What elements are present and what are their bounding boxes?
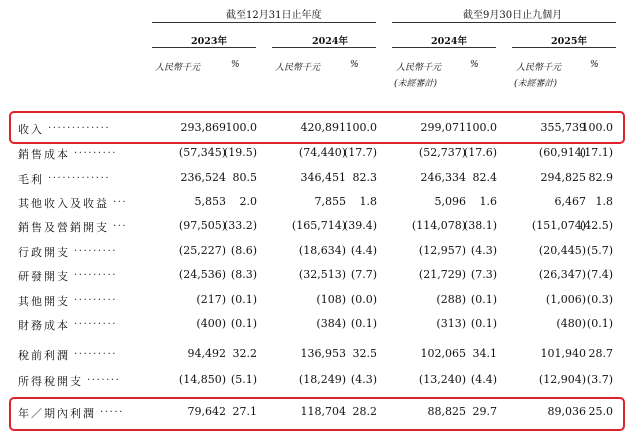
cell-pct-2025-nine: (17.1) [579, 146, 613, 159]
unit-pct-2024: % [350, 60, 359, 70]
row-label: 稅前利潤 [18, 349, 70, 362]
cell-amount-2024-nine: 88,825 [427, 405, 466, 418]
cell-amount-2025-nine: 89,036 [547, 405, 586, 418]
cell-amount-2025-nine: (20,445) [538, 244, 586, 257]
cell-pct-2024-nine: (4.4) [470, 373, 497, 386]
row-label: 毛利 [18, 173, 44, 186]
cell-amount-2024: 346,451 [300, 171, 346, 184]
cell-pct-2024: (4.4) [350, 244, 377, 257]
cell-pct-2025-nine: 1.8 [595, 195, 613, 208]
cell-pct-2024-nine: 82.4 [472, 171, 497, 184]
leader-dots: ............. [48, 120, 111, 131]
cell-amount-2024-nine: (12,957) [418, 244, 466, 257]
cell-pct-2023: (0.1) [230, 293, 257, 306]
table-row [0, 243, 640, 259]
period-rule-year [152, 22, 376, 23]
leader-dots: ....... [87, 372, 121, 383]
cell-pct-2025-nine: (42.5) [579, 219, 613, 232]
cell-amount-2024-nine: (13,240) [418, 373, 466, 386]
cell-pct-2023: (8.6) [230, 244, 257, 257]
row-label: 銷售成本 [18, 148, 70, 161]
cell-pct-2024: (7.7) [350, 268, 377, 281]
unaudited-note-2024: (未經審計) [394, 79, 438, 89]
cell-amount-2025-nine: 294,825 [540, 171, 586, 184]
cell-amount-2024-nine: 299,071 [420, 121, 466, 134]
row-label: 行政開支 [18, 246, 70, 259]
cell-amount-2024: (384) [316, 317, 346, 330]
cell-amount-2024: (74,440) [298, 146, 346, 159]
leader-dots: ......... [74, 243, 118, 254]
cell-pct-2025-nine: (7.4) [586, 268, 613, 281]
cell-amount-2025-nine: (1,006) [545, 293, 586, 306]
cell-pct-2025-nine: (5.7) [586, 244, 613, 257]
cell-amount-2024-nine: (114,078) [411, 219, 466, 232]
row-label: 所得稅開支 [18, 375, 83, 388]
cell-amount-2024: 118,704 [300, 405, 346, 418]
cell-amount-2023: 236,524 [180, 171, 226, 184]
cell-pct-2023: (33.2) [223, 219, 257, 232]
cell-pct-2024-nine: (38.1) [463, 219, 497, 232]
cell-pct-2024: 32.5 [352, 347, 377, 360]
unit-rmb-2025-nine: 人民幣千元 [516, 63, 562, 73]
leader-dots: ......... [74, 267, 118, 278]
cell-pct-2025-nine: 100.0 [581, 121, 613, 134]
highlight-box-revenue [9, 111, 625, 144]
cell-pct-2024-nine: (0.1) [470, 317, 497, 330]
cell-pct-2024-nine: 1.6 [479, 195, 497, 208]
row-label: 其他收入及收益 [18, 197, 109, 210]
cell-amount-2025-nine: (60,914) [538, 146, 586, 159]
cell-amount-2024: (18,634) [298, 244, 346, 257]
year-rule-2023 [152, 47, 256, 48]
cell-amount-2024-nine: 102,065 [420, 347, 466, 360]
leader-dots: ......... [74, 145, 118, 156]
table-row [0, 218, 640, 234]
cell-pct-2024: (4.3) [350, 373, 377, 386]
year-header-2023: 2023年 [191, 36, 227, 47]
year-header-2024: 2024年 [312, 36, 348, 47]
table-row [0, 316, 640, 332]
cell-pct-2024-nine: (7.3) [470, 268, 497, 281]
cell-pct-2023: 27.1 [232, 405, 257, 418]
cell-amount-2023: (97,505) [178, 219, 226, 232]
cell-pct-2024-nine: 29.7 [472, 405, 497, 418]
cell-pct-2024-nine: (4.3) [470, 244, 497, 257]
unit-pct-2023: % [231, 60, 240, 70]
unit-rmb-2023: 人民幣千元 [155, 63, 201, 73]
row-label: 研發開支 [18, 270, 70, 283]
cell-pct-2023: (0.1) [230, 317, 257, 330]
cell-amount-2023: (57,345) [178, 146, 226, 159]
table-row [0, 346, 640, 362]
leader-dots: ......... [74, 346, 118, 357]
highlight-box-profit [9, 397, 625, 431]
cell-pct-2024: (17.7) [343, 146, 377, 159]
table-row [0, 194, 640, 210]
cell-amount-2025-nine: (26,347) [538, 268, 586, 281]
table-row [0, 145, 640, 161]
cell-amount-2024: (165,714) [291, 219, 346, 232]
period-header-nine-months: 截至9月30日止九個月 [463, 10, 563, 21]
cell-amount-2025-nine: 6,467 [554, 195, 586, 208]
unit-rmb-2024-nine: 人民幣千元 [396, 63, 442, 73]
unit-rmb-2024: 人民幣千元 [275, 63, 321, 73]
leader-dots: ..... [100, 404, 124, 415]
year-rule-2025-nine [512, 47, 616, 48]
cell-pct-2025-nine: 25.0 [588, 405, 613, 418]
leader-dots: ......... [74, 292, 118, 303]
row-label: 財務成本 [18, 319, 70, 332]
cell-pct-2024-nine: (17.6) [463, 146, 497, 159]
cell-pct-2023: 80.5 [232, 171, 257, 184]
period-rule-nine-months [392, 22, 616, 23]
cell-amount-2025-nine: 101,940 [540, 347, 586, 360]
cell-pct-2024-nine: 34.1 [472, 347, 497, 360]
cell-amount-2023: 79,642 [187, 405, 226, 418]
cell-amount-2024: 7,855 [314, 195, 346, 208]
cell-amount-2024: (32,513) [298, 268, 346, 281]
cell-pct-2025-nine: (3.7) [586, 373, 613, 386]
leader-dots: ... [113, 218, 128, 229]
cell-amount-2024: (18,249) [298, 373, 346, 386]
cell-pct-2023: 32.2 [232, 347, 257, 360]
unit-pct-2024-nine: % [470, 60, 479, 70]
cell-amount-2024: 136,953 [300, 347, 346, 360]
cell-pct-2024: (0.1) [350, 317, 377, 330]
unaudited-note-2025: (未經審計) [514, 79, 558, 89]
cell-amount-2025-nine: (151,074) [531, 219, 586, 232]
row-label: 其他開支 [18, 295, 70, 308]
cell-pct-2024: 100.0 [345, 121, 377, 134]
table-row [0, 267, 640, 283]
cell-pct-2025-nine: (0.3) [586, 293, 613, 306]
cell-pct-2023: 100.0 [225, 121, 257, 134]
leader-dots: ......... [74, 316, 118, 327]
cell-amount-2025-nine: (12,904) [538, 373, 586, 386]
cell-amount-2024-nine: (21,729) [418, 268, 466, 281]
leader-dots: ............. [48, 170, 111, 181]
cell-pct-2023: (5.1) [230, 373, 257, 386]
cell-amount-2023: (25,227) [178, 244, 226, 257]
table-row [0, 292, 640, 308]
cell-amount-2024-nine: (313) [436, 317, 466, 330]
cell-amount-2025-nine: 355,739 [540, 121, 586, 134]
row-label: 年／期內利潤 [18, 407, 96, 420]
cell-amount-2023: 94,492 [187, 347, 226, 360]
cell-amount-2024-nine: 246,334 [420, 171, 466, 184]
cell-pct-2024: (39.4) [343, 219, 377, 232]
row-label: 收入 [18, 123, 44, 136]
cell-amount-2023: (217) [196, 293, 226, 306]
cell-amount-2024-nine: (288) [436, 293, 466, 306]
year-rule-2024 [272, 47, 376, 48]
cell-pct-2023: 2.0 [239, 195, 257, 208]
cell-pct-2024-nine: (0.1) [470, 293, 497, 306]
year-rule-2024-nine [392, 47, 496, 48]
cell-pct-2023: (8.3) [230, 268, 257, 281]
cell-pct-2025-nine: 82.9 [588, 171, 613, 184]
cell-amount-2024-nine: (52,737) [418, 146, 466, 159]
cell-amount-2023: 5,853 [194, 195, 226, 208]
year-header-2025-nine: 2025年 [551, 36, 587, 47]
cell-pct-2025-nine: 28.7 [588, 347, 613, 360]
cell-amount-2025-nine: (480) [556, 317, 586, 330]
table-row [0, 372, 640, 388]
cell-amount-2023: 293,869 [180, 121, 226, 134]
table-row [0, 170, 640, 186]
cell-amount-2024: (108) [316, 293, 346, 306]
row-label: 銷售及營銷開支 [18, 221, 109, 234]
cell-pct-2024: 82.3 [352, 171, 377, 184]
cell-pct-2024-nine: 100.0 [465, 121, 497, 134]
unit-pct-2025-nine: % [590, 60, 599, 70]
cell-amount-2023: (24,536) [178, 268, 226, 281]
cell-amount-2023: (14,850) [178, 373, 226, 386]
cell-pct-2024: (0.0) [350, 293, 377, 306]
cell-amount-2023: (400) [196, 317, 226, 330]
year-header-2024-nine: 2024年 [431, 36, 467, 47]
cell-amount-2024-nine: 5,096 [434, 195, 466, 208]
cell-amount-2024: 420,891 [300, 121, 346, 134]
cell-pct-2025-nine: (0.1) [586, 317, 613, 330]
cell-pct-2024: 28.2 [352, 405, 377, 418]
leader-dots: ... [113, 194, 128, 205]
cell-pct-2024: 1.8 [359, 195, 377, 208]
period-header-year: 截至12月31日止年度 [226, 10, 322, 21]
cell-pct-2023: (19.5) [223, 146, 257, 159]
